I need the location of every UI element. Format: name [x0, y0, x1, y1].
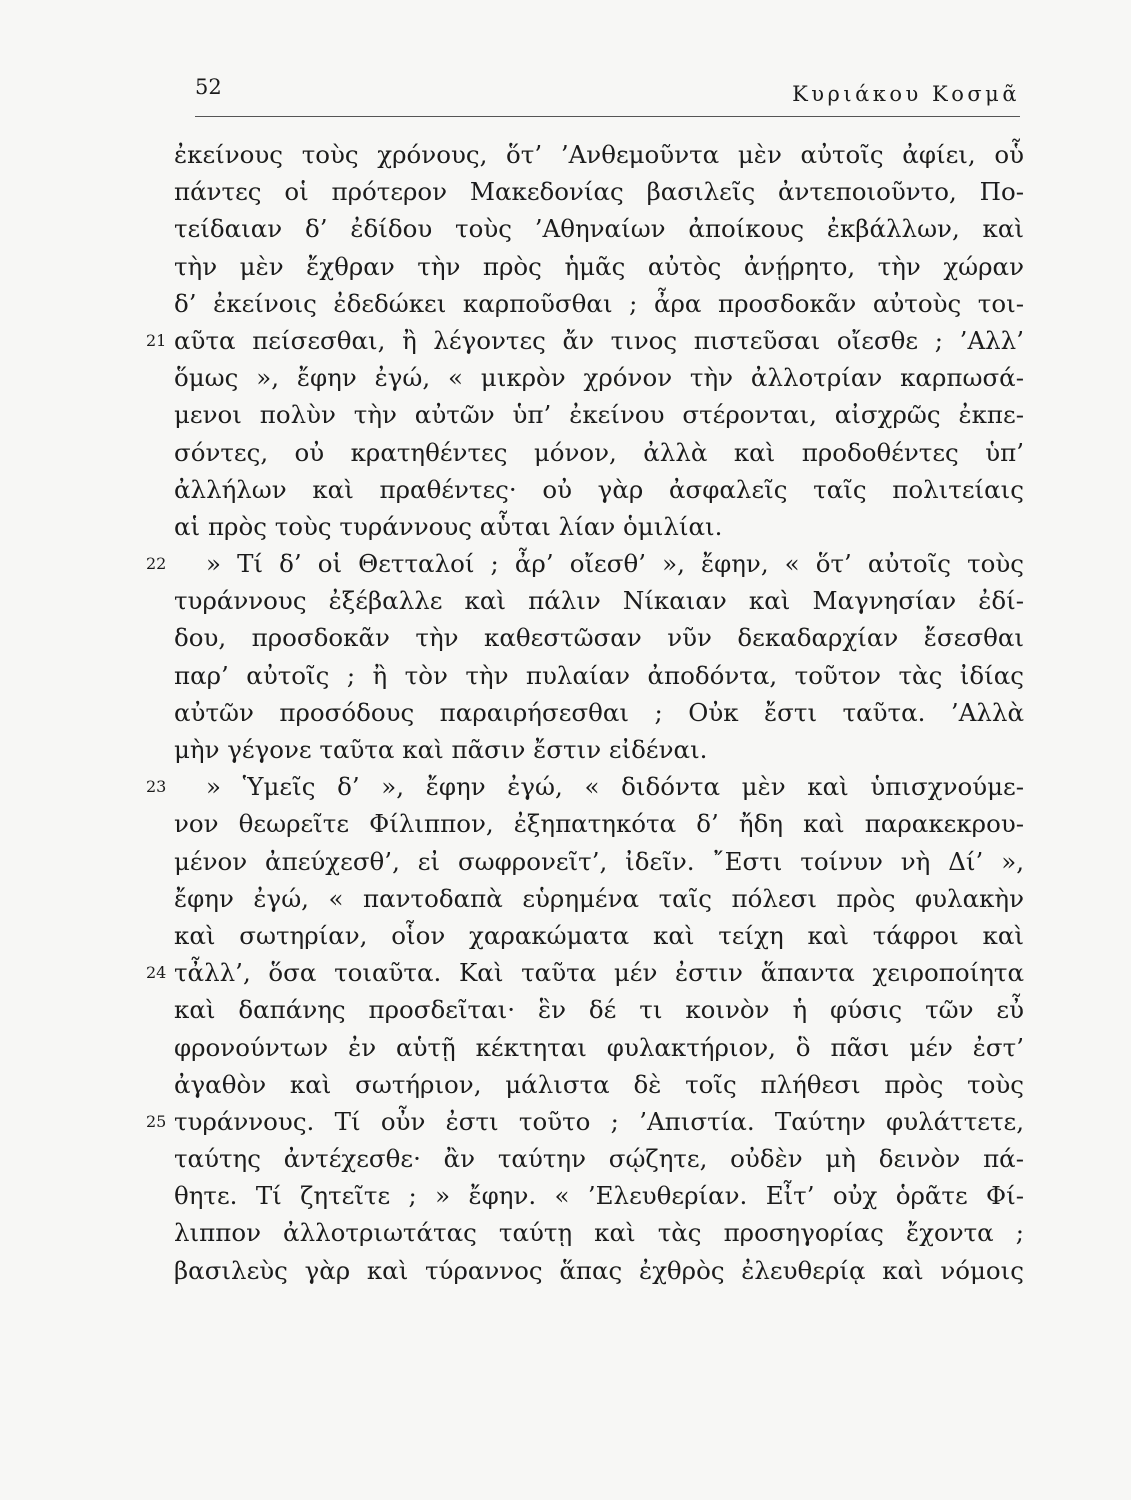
text-line: ὅμως », ἔφην ἐγώ, « μικρὸν χρόνον τὴν ἀλλοτρίαν καρπωσά- — [174, 363, 1024, 393]
section-number: 24 — [146, 963, 167, 983]
text-line: ταύτης ἀντέχεσθε· ἂν ταύτην σῴζητε, οὐδὲν μὴ δεινὸν πά- — [174, 1144, 1024, 1174]
text-line: 21 αῦτα πείσεσθαι, ἢ λέγοντες ἄν τινος πιστεῦσαι οἴεσθε ; ’Αλλ’ — [174, 322, 1024, 359]
text-line: νον θεωρεῖτε Φίλιππον, ἐξηπατηκότα δ’ ἤδη καὶ παρακεκρου- — [174, 809, 1024, 839]
text-line: πάντες οἱ πρότερον Μακεδονίας βασιλεῖς ἀντεποιοῦντο, Πο- — [174, 177, 1024, 207]
text-line: παρ’ αὐτοῖς ; ἢ τὸν τὴν πυλαίαν ἀποδόντα, τοῦτον τὰς ἰδίας — [174, 660, 1024, 690]
text-line: δ’ ἐκείνοις ἐδεδώκει καρποῦσθαι ; ἆρα προσδοκᾶν αὐτοὺς τοι- — [174, 288, 1024, 318]
text-line: αἱ πρὸς τοὺς τυράννους αὗται λίαν ὁμιλίαι. — [174, 511, 723, 541]
page-number: 52 — [195, 75, 222, 99]
text-line: 24 τἆλλ’, ὅσα τοιαῦτα. Καὶ ταῦτα μέν ἐστιν ἅπαντα χειροποίητα — [174, 954, 1024, 991]
text-line: αὐτῶν προσόδους παραιρήσεσθαι ; Οὐκ ἔστι ταῦτα. ’Αλλὰ — [174, 697, 1024, 727]
text-line: 23 » Ὑμεῖς δ’ », ἔφην ἐγώ, « διδόντα μὲν καὶ ὑπισχνούμε- — [174, 768, 1024, 805]
section-number: 21 — [146, 330, 167, 350]
text-line: μενοι πολὺν τὴν αὐτῶν ὑπ’ ἐκείνου στέρονται, αἰσχρῶς ἐκπε- — [174, 400, 1024, 430]
text-line: δου, προσδοκᾶν τὴν καθεστῶσαν νῦν δεκαδαρχίαν ἔσεσθαι — [174, 623, 1024, 653]
text-line: ἐκείνους τοὺς χρόνους, ὅτ’ ’Ανθεμοῦντα μὲν αὐτοῖς ἀφίει, οὗ — [174, 140, 1024, 169]
page-header — [195, 70, 1020, 117]
text-line: τείδαιαν δ’ ἐδίδου τοὺς ’Αθηναίων ἀποίκους ἐκβάλλων, καὶ — [174, 214, 1024, 244]
text-line: μένον ἀπεύχεσθ’, εἰ σωφρονεῖτ’, ἰδεῖν. ῎Εστι τοίνυν νὴ Δί’ », — [174, 846, 1024, 876]
text-line: μὴν γέγονε ταῦτα καὶ πᾶσιν ἔστιν εἰδέναι. — [174, 735, 708, 764]
section-number: 23 — [146, 777, 167, 797]
section-number: 22 — [146, 554, 167, 574]
text-line: τὴν μὲν ἔχθραν τὴν πρὸς ἡμᾶς αὐτὸς ἀνῄρητο, τὴν χώραν — [174, 251, 1024, 281]
text-line: ἀγαθὸν καὶ σωτήριον, μάλιστα δὲ τοῖς πλήθεσι πρὸς τοὺς — [174, 1069, 1024, 1099]
text-line: τυράννους ἐξέβαλλε καὶ πάλιν Νίκαιαν καὶ Μαγνησίαν ἐδί- — [174, 586, 1024, 616]
text-line: σόντες, οὐ κρατηθέντες μόνον, ἀλλὰ καὶ προδοθέντες ὑπ’ — [174, 437, 1024, 467]
text-line: 25 τυράννους. Τί οὖν ἐστι τοῦτο ; ’Απιστία. Ταύτην φυλάττετε, — [174, 1103, 1024, 1140]
text-line: 22 » Τί δ’ οἱ Θετταλοί ; ἆρ’ οἴεσθ’ », ἔφην, « ὅτ’ αὐτοῖς τοὺς — [174, 545, 1024, 582]
text-body — [146, 136, 1024, 1289]
section-number: 25 — [146, 1111, 167, 1131]
text-line: καὶ σωτηρίαν, οἷον χαρακώματα καὶ τείχη καὶ τάφροι καὶ — [174, 920, 1024, 950]
text-line: λιππον ἀλλοτριωτάτας ταύτῃ καὶ τὰς προσηγορίας ἔχοντα ; — [174, 1218, 1024, 1248]
text-line: ἀλλήλων καὶ πραθέντες· οὐ γὰρ ἀσφαλεῖς ταῖς πολιτείαις — [174, 474, 1024, 504]
text-line: ἔφην ἐγώ, « παντοδαπὰ εὑρημένα ταῖς πόλεσι πρὸς φυλακὴν — [174, 883, 1024, 913]
text-line: καὶ δαπάνης προσδεῖται· ἓν δέ τι κοινὸν ἡ φύσις τῶν εὖ — [174, 995, 1024, 1025]
text-line: βασιλεὺς γὰρ καὶ τύραννος ἅπας ἐχθρὸς ἐλευθερίᾳ καὶ νόμοις — [174, 1255, 1024, 1285]
text-line: θητε. Τί ζητεῖτε ; » ἔφην. « ’Ελευθερίαν. Εἶτ’ οὐχ ὁρᾶτε Φί- — [174, 1181, 1024, 1211]
running-head: Κυριάκου Κοσμᾶ — [792, 82, 1020, 106]
text-line: φρονούντων ἐν αὑτῇ κέκτηται φυλακτήριον, ὃ πᾶσι μέν ἐστ’ — [174, 1032, 1024, 1062]
